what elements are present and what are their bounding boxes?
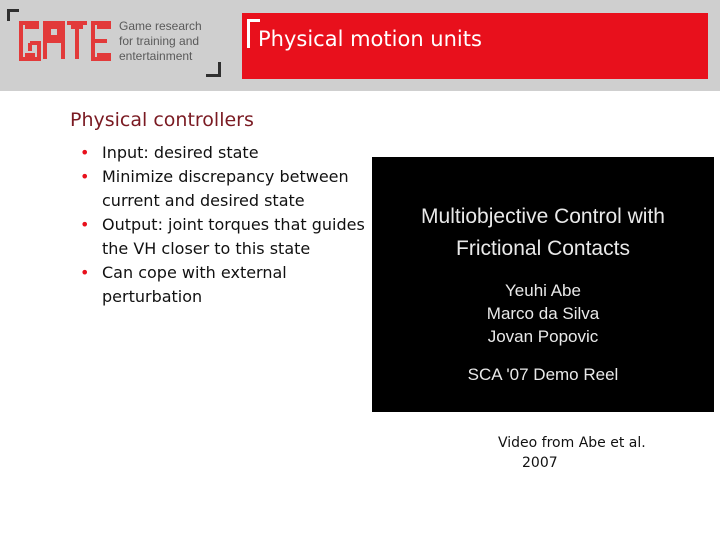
logo-tagline	[119, 19, 229, 64]
video-title-line: Multiobjective Control with	[421, 205, 665, 228]
video-author: Yeuhi Abe	[505, 281, 581, 300]
bullet-list	[80, 141, 380, 309]
bullet-dot-icon: •	[80, 143, 90, 162]
page-title: Physical motion units	[258, 27, 482, 51]
logo-tagline-line: Game research	[119, 19, 202, 33]
caption-line: 2007	[522, 455, 558, 471]
bullet-text: Input: desired state	[102, 143, 259, 162]
video-authors	[372, 279, 714, 348]
video-author: Jovan Popovic	[487, 327, 599, 346]
logo-tagline-line: for training and	[119, 34, 200, 48]
section-heading: Physical controllers	[70, 109, 254, 131]
bullet-dot-icon: •	[80, 167, 90, 186]
bullet-item	[80, 261, 380, 309]
bullet-dot-icon: •	[80, 215, 90, 234]
bullet-item	[80, 213, 380, 261]
bullet-text: Minimize discrepancy between current and desired state	[102, 167, 349, 210]
video-reel-label: SCA '07 Demo Reel	[467, 365, 619, 384]
logo-corner-bracket-bottom	[206, 62, 221, 77]
bullet-text: Can cope with external perturbation	[102, 263, 287, 306]
gate-wordmark-logo	[17, 17, 115, 65]
bullet-text: Output: joint torques that guides the VH closer to this state	[102, 215, 365, 258]
bullet-dot-icon: •	[80, 263, 90, 282]
video-title-line: Frictional Contacts	[456, 237, 630, 260]
gate-logo	[0, 0, 240, 91]
video-caption	[498, 433, 658, 473]
video-author: Marco da Silva	[486, 304, 600, 323]
bullet-item	[80, 141, 380, 165]
caption-line: Video from Abe et al.	[498, 435, 646, 451]
logo-tagline-line: entertainment	[119, 49, 193, 63]
bullet-item	[80, 165, 380, 213]
title-banner	[242, 13, 708, 79]
video-title	[372, 201, 714, 265]
video-player[interactable]	[372, 157, 714, 412]
header-bar	[0, 0, 720, 91]
